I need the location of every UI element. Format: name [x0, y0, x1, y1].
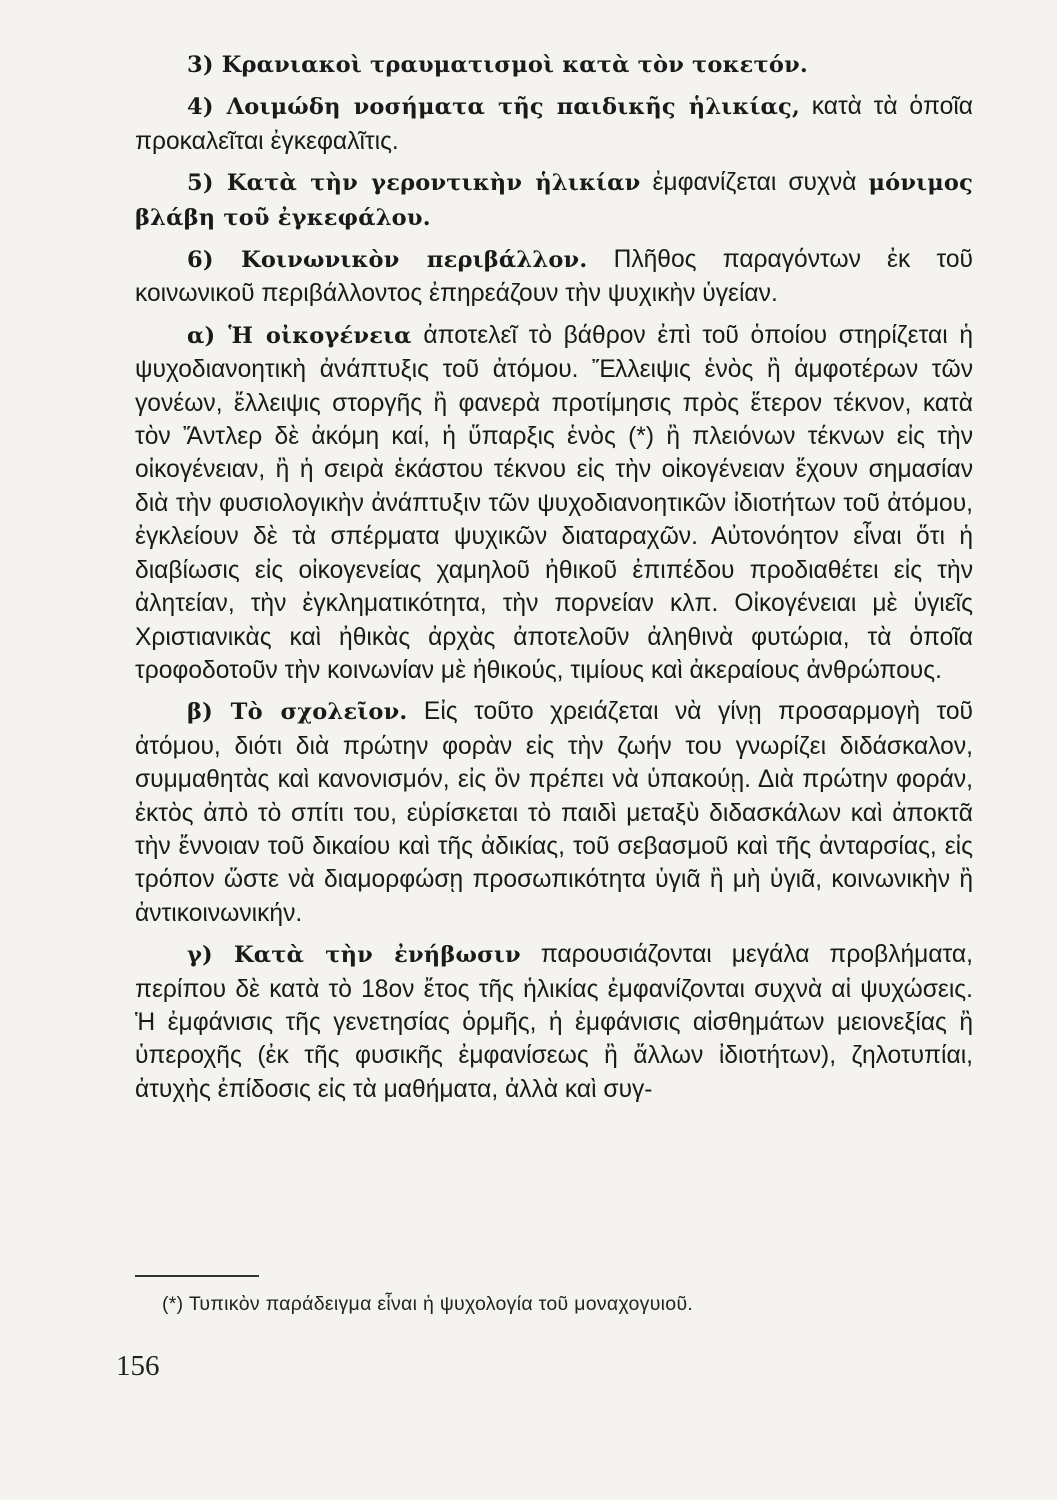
paragraph-school: [135, 695, 973, 930]
footnote-divider: [135, 1275, 259, 1277]
paragraph-infectious-diseases: [135, 90, 973, 158]
paragraph-body: παρουσιάζονται μεγάλα προβλήματα, περίπου δὲ κατὰ τὸ 18ον ἔτος τῆς ἡλικίας ἐμφανίζονται συχνὰ αἱ ψυχώσεις. Ἡ ἐμφάνισις τῆς γενετησίας ὁρμῆς, ἡ ἐμφάνισις αἰσθημάτων μειονεξίας ἢ ὑπεροχῆς (ἐκ τῆς φυσικῆς ἐμφανίσεως ἢ ἄλλων ἰδιοτήτων), ζηλοτυπίαι, ἀτυχὴς ἐπίδοσις εἰς τὰ μαθήματα, ἀλλὰ καὶ συγ-: [135, 941, 973, 1103]
paragraph-heading: 3) Κρανιακοὶ τραυματισμοὶ κατὰ τὸν τοκετόν.: [187, 52, 808, 78]
paragraph-body: ἀποτελεῖ τὸ βάθρον ἐπὶ τοῦ ὁποίου στηρίζεται ἡ ψυχοδιανοητικὴ ἀνάπτυξις τοῦ ἀτόμου. Ἔλλειψις ἑνὸς ἢ ἀμφοτέρων τῶν γονέων, ἔλλειψις στοργῆς ἢ φανερὰ προτίμησις πρὸς ἕτερον τέκνον, κατὰ τὸν Ἄντλερ δὲ ἀκόμη καί, ἡ ὕπαρξις ἑνὸς (*) ἢ πλειόνων τέκνων εἰς τὴν οἰκογένειαν, ἢ ἡ σειρὰ ἑκάστου τέκνου εἰς τὴν οἰκογένειαν ἔχουν σημασίαν διὰ τὴν φυσιολογικὴν ἀνάπτυξιν τῶν ψυχοδιανοητικῶν ἰδιοτήτων τοῦ ἀτόμου, ἐγκλείουν δὲ τὰ σπέρματα ψυχικῶν διαταραχῶν. Αὐτονόητον εἶναι ὅτι ἡ διαβίωσις εἰς οἰκογενείας χαμηλοῦ ἠθικοῦ ἐπιπέδου προδιαθέτει εἰς τὴν ἀλητείαν, τὴν ἐγκληματικότητα, τὴν πορνείαν κλπ. Οἰκογένειαι μὲ ὑγιεῖς Χριστιανικὰς καὶ ἠθικὰς ἀρχὰς ἀποτελοῦν ἀληθινὰ φυτώρια, τὰ ὁποῖα τροφοδοτοῦν τὴν κοινωνίαν μὲ ἠθικούς, τιμίους καὶ ἀκεραίους ἀνθρώπους.: [135, 321, 973, 684]
paragraph-heading: 5) Κατὰ τὴν γεροντικὴν ἡλικίαν: [187, 170, 641, 197]
paragraph-family: [135, 319, 973, 687]
page-number: 156: [116, 1350, 160, 1382]
paragraph-heading: 4) Λοιμώδη νοσήματα τῆς παιδικῆς ἡλικίας,: [187, 94, 800, 121]
paragraph-heading-emphasis: μόνιμος βλάβη τοῦ ἐγκεφάλου.: [135, 170, 973, 231]
paragraph-body: Πλῆθος παραγόντων ἐκ τοῦ κοινωνικοῦ περιβάλλοντος ἐπηρεάζουν τὴν ψυχικὴν ὑγείαν.: [135, 246, 973, 308]
footnote: (*) Τυπικὸν παράδειγμα εἶναι ἡ ψυχολογία τοῦ μοναχογυιοῦ.: [162, 1293, 694, 1315]
paragraph-heading: 6) Κοινωνικὸν περιβάλλον.: [187, 247, 588, 274]
paragraph-puberty: [135, 938, 973, 1106]
paragraph-body: Εἰς τοῦτο χρειάζεται νὰ γίνῃ προσαρμογὴ τοῦ ἀτόμου, διότι διὰ πρώτην φορὰν εἰς τὴν ζωήν του γνωρίζει διδάσκαλον, συμμαθητὰς καὶ κανονισμόν, εἰς ὃν πρέπει νὰ ὑπακούῃ. Διὰ πρώτην φοράν, ἐκτὸς ἀπὸ τὸ σπίτι του, εὑρίσκεται τὸ παιδὶ μεταξὺ διδασκάλων καὶ ἀποκτᾶ τὴν ἔννοιαν τοῦ δικαίου καὶ τῆς ἀδικίας, τοῦ σεβασμοῦ καὶ τῆς ἀνταρσίας, εἰς τρόπον ὥστε νὰ διαμορφώσῃ προσωπικότητα ὑγιᾶ ἢ μὴ ὑγιᾶ, κοινωνικὴν ἢ ἀντικοινωνικήν.: [135, 698, 973, 927]
paragraph-heading: γ) Κατὰ τὴν ἐνήβωσιν: [187, 942, 521, 969]
paragraph-heading: α) Ἡ οἰκογένεια: [187, 322, 412, 349]
main-text: [135, 48, 973, 1106]
paragraph-old-age: [135, 166, 973, 235]
paragraph-body: ἐμφανίζεται συχνὰ: [640, 169, 869, 197]
paragraph-social-environment: [135, 243, 973, 311]
paragraph-cranial-injuries: [135, 48, 973, 82]
paragraph-body: κατὰ τὰ ὁποῖα προκαλεῖται ἐγκεφαλῖτις.: [135, 93, 973, 155]
paragraph-heading: β) Τὸ σχολεῖον.: [187, 699, 408, 726]
